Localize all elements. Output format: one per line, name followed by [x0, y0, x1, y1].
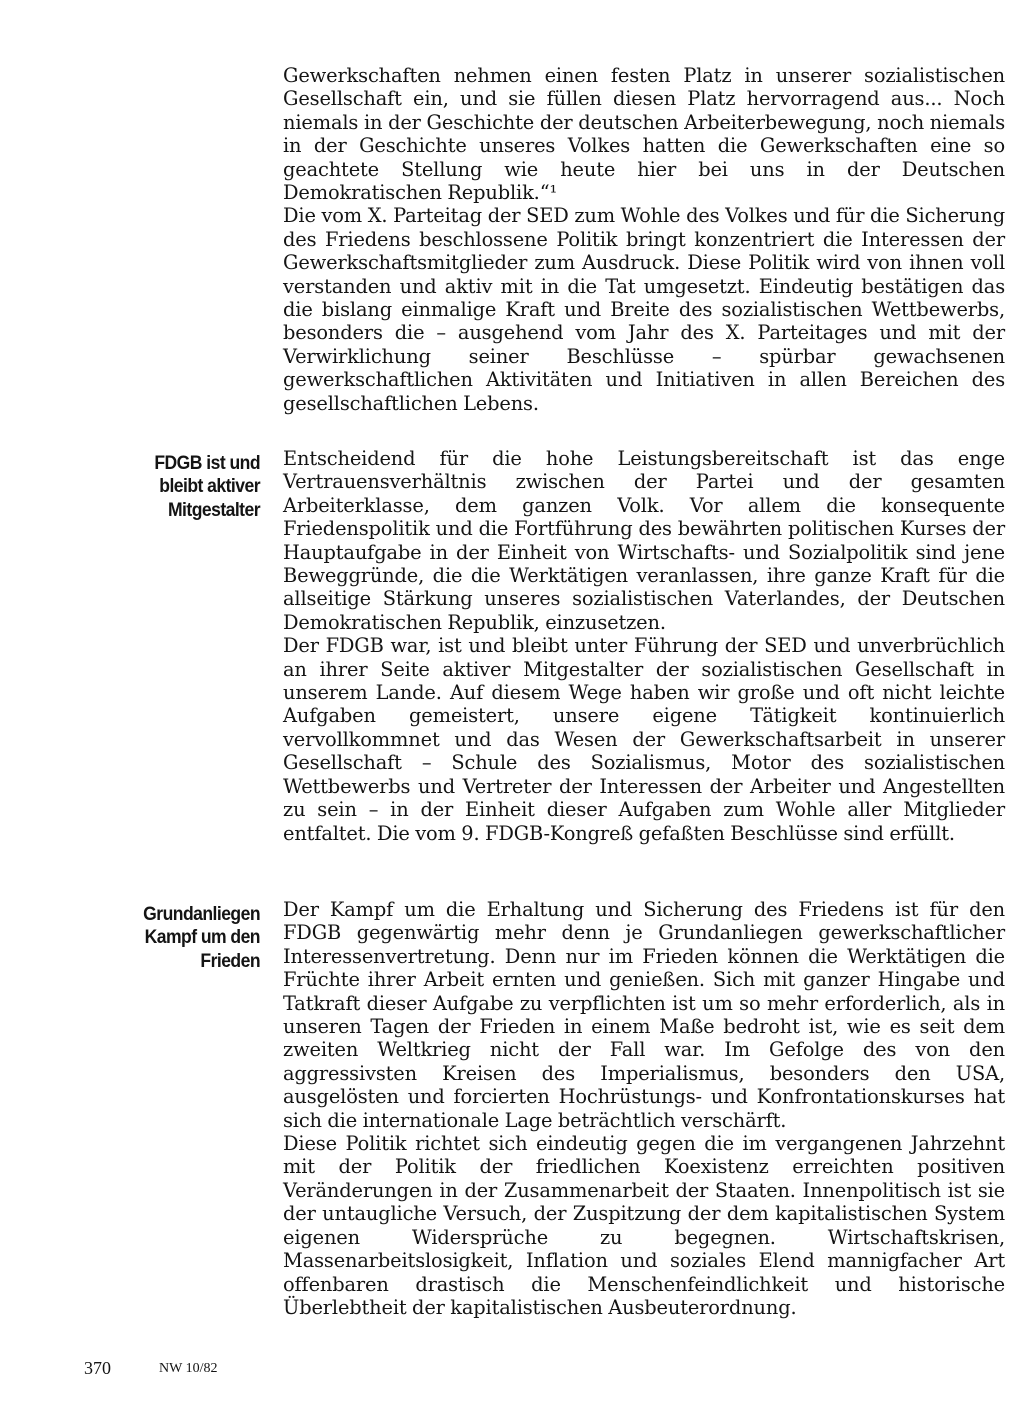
section-2-text	[283, 447, 1005, 845]
margin-note-line: FDGB ist und	[154, 452, 260, 474]
paragraph: Diese Politik richtet sich eindeutig gegen die im vergangenen Jahrzehnt mit der Politik der friedlichen Koexistenz erreichten positiven Veränderungen in der Zusammenarbeit der Staaten. Innenpolitisch ist sie der untaugliche Versuch, der Zuspitzung der dem kapitalistischen System eigenen Widersprüche zu begegnen. Wirtschaftskrisen, Massenarbeitslosigkeit, Inflation und soziales Elend mannigfacher Art offenbaren drastisch die Menschenfeindlichkeit und historische Überlebtheit der kapitalistischen Ausbeuterordnung.	[283, 1132, 1005, 1319]
margin-note-line: Kampf um den	[144, 926, 260, 949]
paragraph: Entscheidend für die hohe Leistungsbereitschaft ist das enge Vertrauensverhältnis zwischen der Partei und der gesamten Arbeiterklasse, dem ganzen Volk. Vor allem die konsequente Friedenspolitik und die Fortführung des bewährten politischen Kurses der Hauptaufgabe in der Einheit von Wirtschafts- und Sozialpolitik sind jene Beweggründe, die die Werktätigen veranlassen, ihre ganze Kraft für die allseitige Stärkung unseres sozialistischen Vaterlandes, der Deutschen Demokratischen Republik, einzusetzen.	[283, 447, 1005, 634]
margin-note-line: bleibt aktiver	[159, 475, 260, 498]
paragraph: Gewerkschaften nehmen einen festen Platz in unserer sozialistischen Gesellschaft ein, und sie füllen diesen Platz hervorragend aus... Noch niemals in der Geschichte der deutschen Arbeiterbewegung, noch niemals in der Geschichte unseres Volkes hatten die Gewerkschaften eine so geachtete Stellung wie heute hier bei uns in der Deutschen Demokratischen Republik.“¹	[283, 64, 1005, 205]
margin-note-line: Frieden	[200, 949, 260, 972]
page-number: 370	[84, 1358, 111, 1378]
margin-note-fdgb	[116, 452, 260, 522]
section-1-text	[283, 64, 1005, 415]
section-3-text	[283, 898, 1005, 1319]
paragraph: Die vom X. Parteitag der SED zum Wohle des Volkes und für die Sicherung des Friedens beschlossene Politik bringt konzentriert die Interessen der Gewerkschaftsmitglieder zum Ausdruck. Diese Politik wird von ihnen voll verstanden und aktiv mit in die Tat umgesetzt. Eindeutig bestätigen das die bislang einmalige Kraft und Breite des sozialistischen Wettbewerbs, besonders die – ausgehend vom Jahr des X. Parteitages und mit der Verwirklichung seiner Beschlüsse – spürbar gewachsenen gewerkschaftlichen Aktivitäten und Initiativen in allen Bereichen des gesellschaftlichen Lebens.	[283, 204, 1005, 415]
paragraph: Der FDGB war, ist und bleibt unter Führung der SED und unverbrüchlich an ihrer Seite aktiver Mitgestalter der sozialistischen Gesellschaft in unserem Lande. Auf diesem Wege haben wir große und oft nicht leichte Aufgaben gemeistert, unsere eigene Tätigkeit kontinuierlich vervollkommnet und das Wesen der Gewerkschaftsarbeit in unserer Gesellschaft – Schule des Sozialismus, Motor des sozialistischen Wettbewerbs und Vertreter der Interessen der Arbeiter und Angestellten zu sein – in der Einheit dieser Aufgaben zum Wohle aller Mitglieder entfaltet. Die vom 9. FDGB-Kongreß gefaßten Beschlüsse sind erfüllt.	[283, 634, 1005, 845]
margin-note-line: Mitgestalter	[167, 498, 260, 521]
journal-reference: NW 10/82	[159, 1361, 218, 1376]
margin-note-frieden	[116, 903, 260, 973]
paragraph: Der Kampf um die Erhaltung und Sicherung des Friedens ist für den FDGB gegenwärtig mehr denn je Grundanliegen gewerkschaftlicher Interessenvertretung. Denn nur im Frieden können die Werktätigen die Früchte ihrer Arbeit ernten und genießen. Sich mit ganzer Hingabe und Tatkraft dieser Aufgabe zu verpflichten ist um so mehr erforderlich, als in unseren Tagen der Frieden in einem Maße bedroht ist, wie es seit dem zweiten Weltkrieg nicht der Fall war. Im Gefolge des von den aggressivsten Kreisen des Imperialismus, besonders den USA, ausgelösten und forcierten Hochrüstungs- und Konfrontationskurses hat sich die internationale Lage beträchtlich verschärft.	[283, 898, 1005, 1132]
margin-note-line: Grundanliegen	[143, 903, 260, 925]
